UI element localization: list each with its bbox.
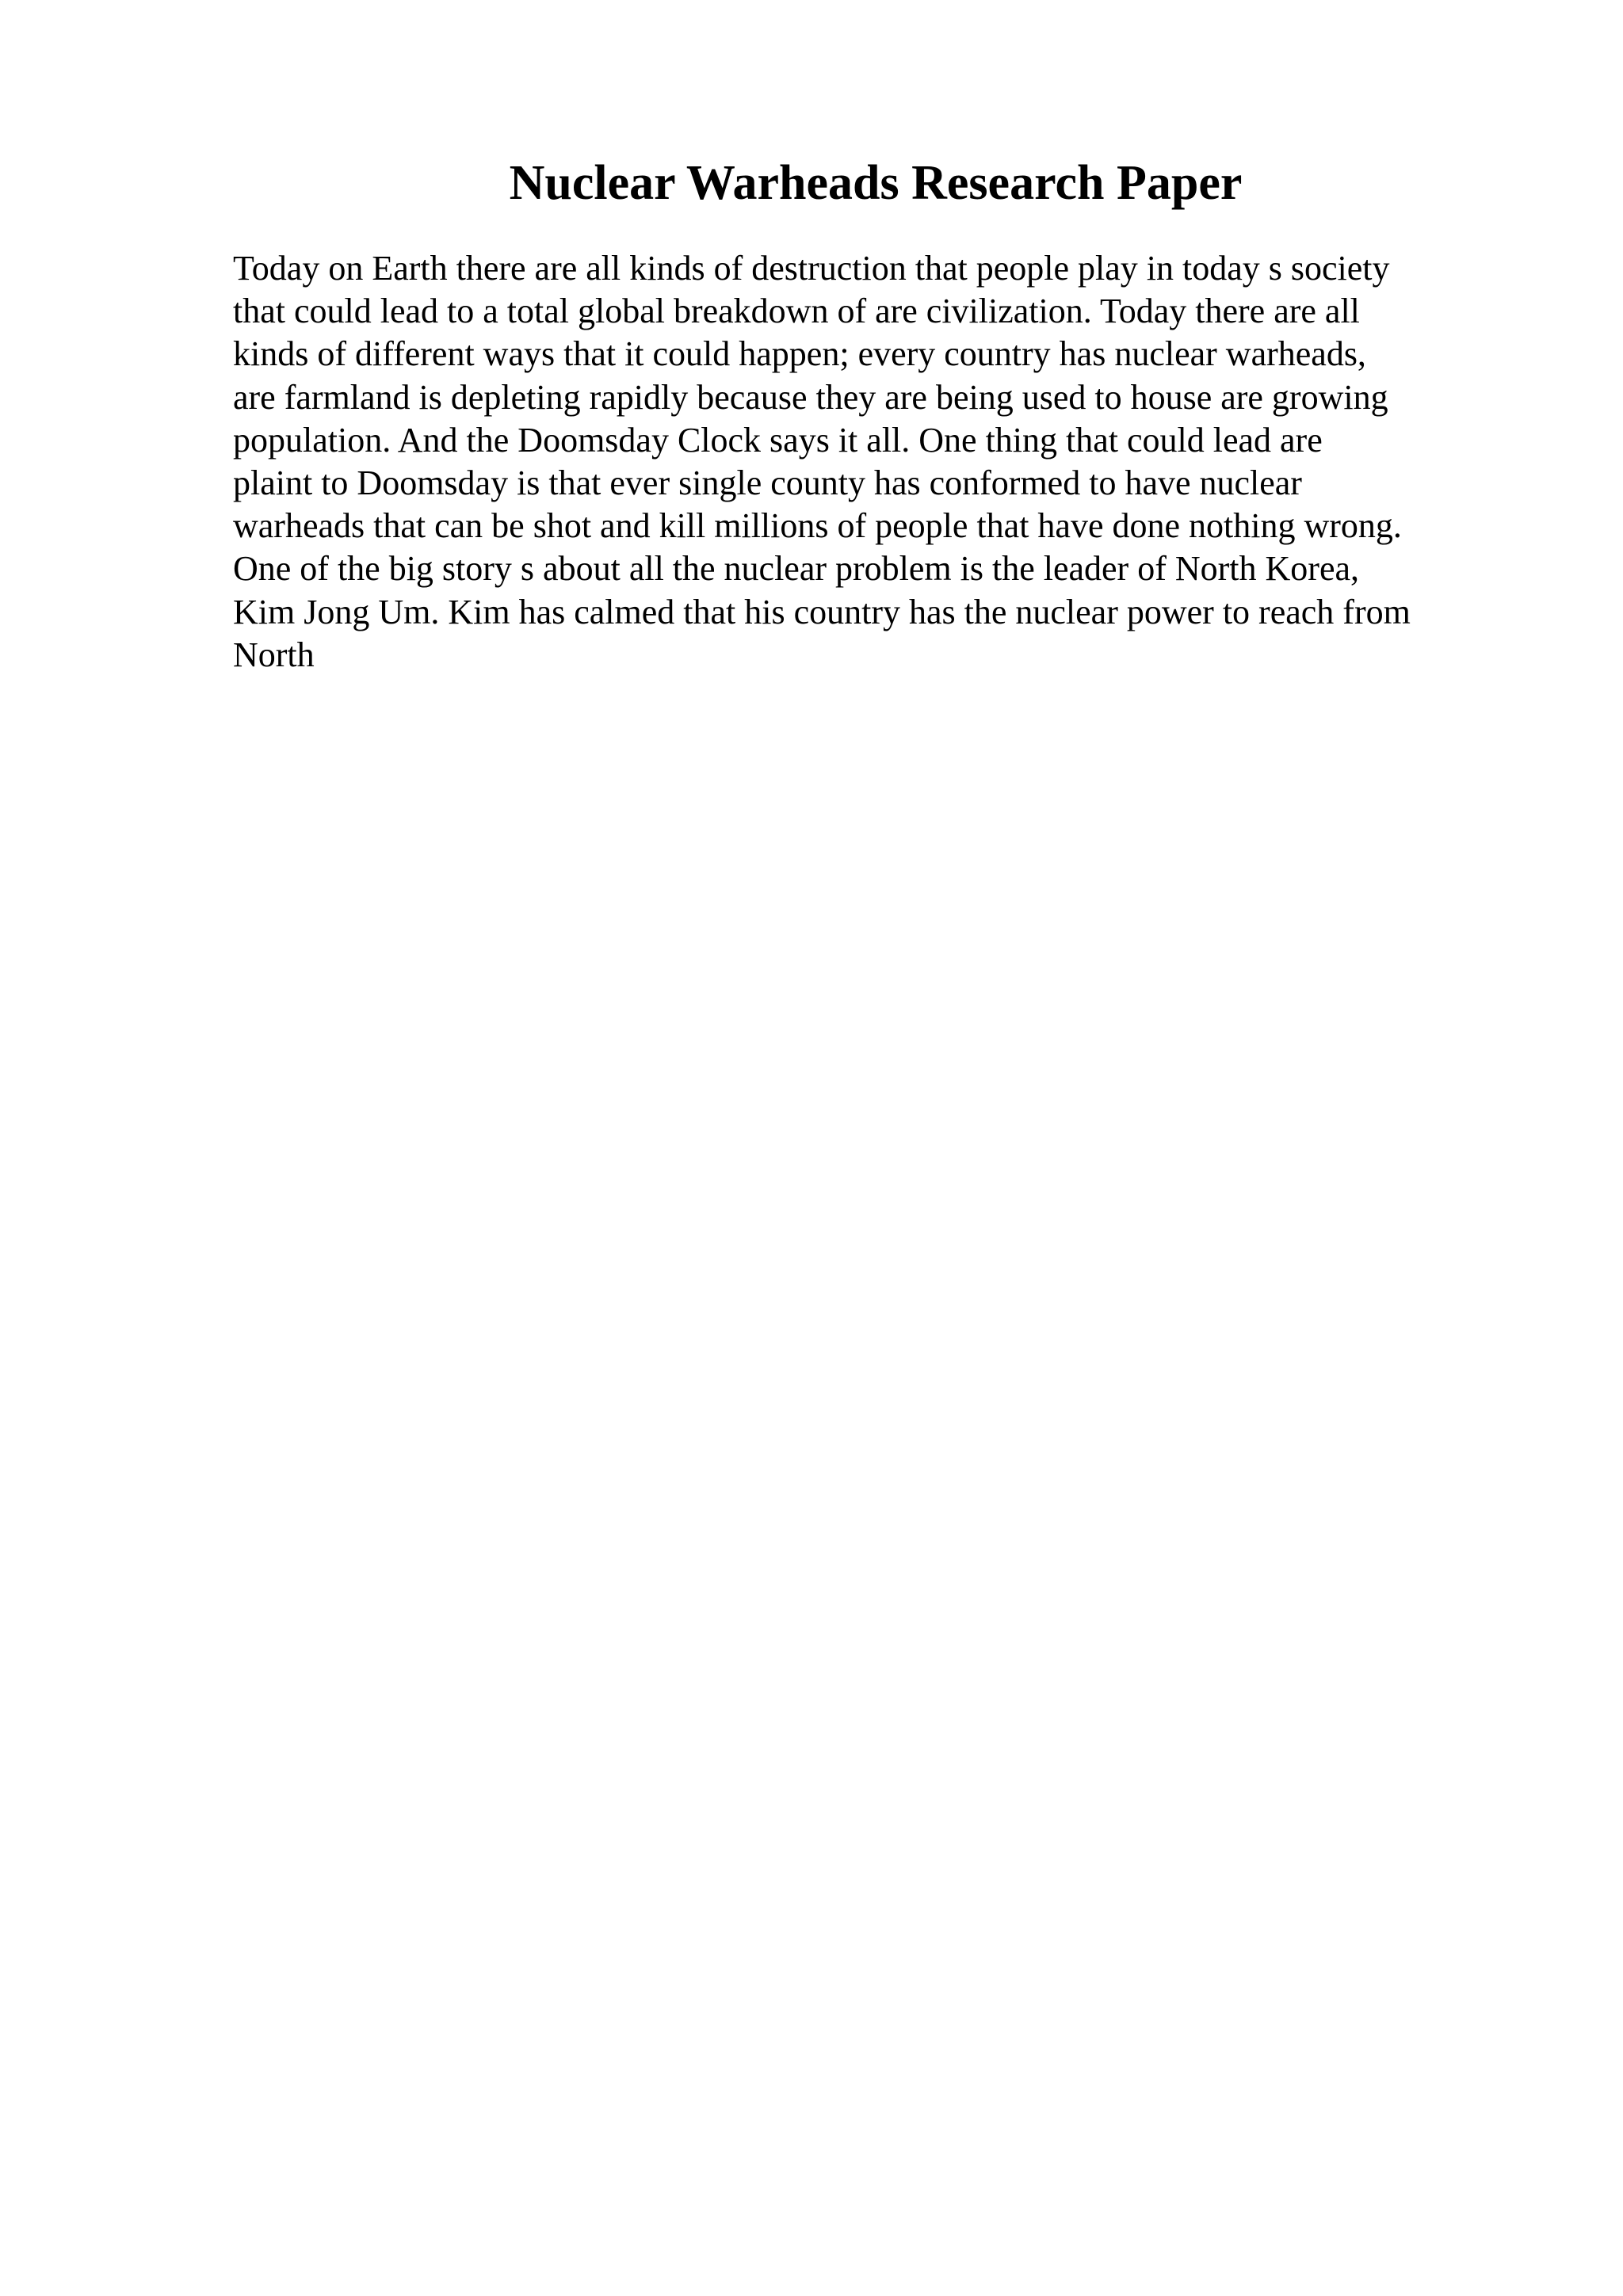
- document-body: [233, 247, 1501, 677]
- body-line: that could lead to a total global breakdown of are civilization. Today there are all: [233, 292, 1360, 331]
- body-line: One of the big story s about all the nuclear problem is the leader of North Korea,: [233, 549, 1359, 589]
- body-line: plaint to Doomsday is that ever single county has conformed to have nuclear: [233, 463, 1302, 503]
- body-line: Today on Earth there are all kinds of destruction that people play in today s society: [233, 249, 1390, 288]
- body-line: warheads that can be shot and kill millions of people that have done nothing wrong.: [233, 506, 1402, 546]
- body-line: population. And the Doomsday Clock says it all. One thing that could lead are: [233, 420, 1323, 460]
- body-line: North: [233, 635, 315, 674]
- body-line: are farmland is depleting rapidly because they are being used to house are growing: [233, 377, 1388, 417]
- body-line: Kim Jong Um. Kim has calmed that his country has the nuclear power to reach from: [233, 592, 1411, 631]
- document-title: Nuclear Warheads Research Paper: [509, 156, 1243, 210]
- body-line: kinds of different ways that it could happen; every country has nuclear warheads,: [233, 334, 1366, 374]
